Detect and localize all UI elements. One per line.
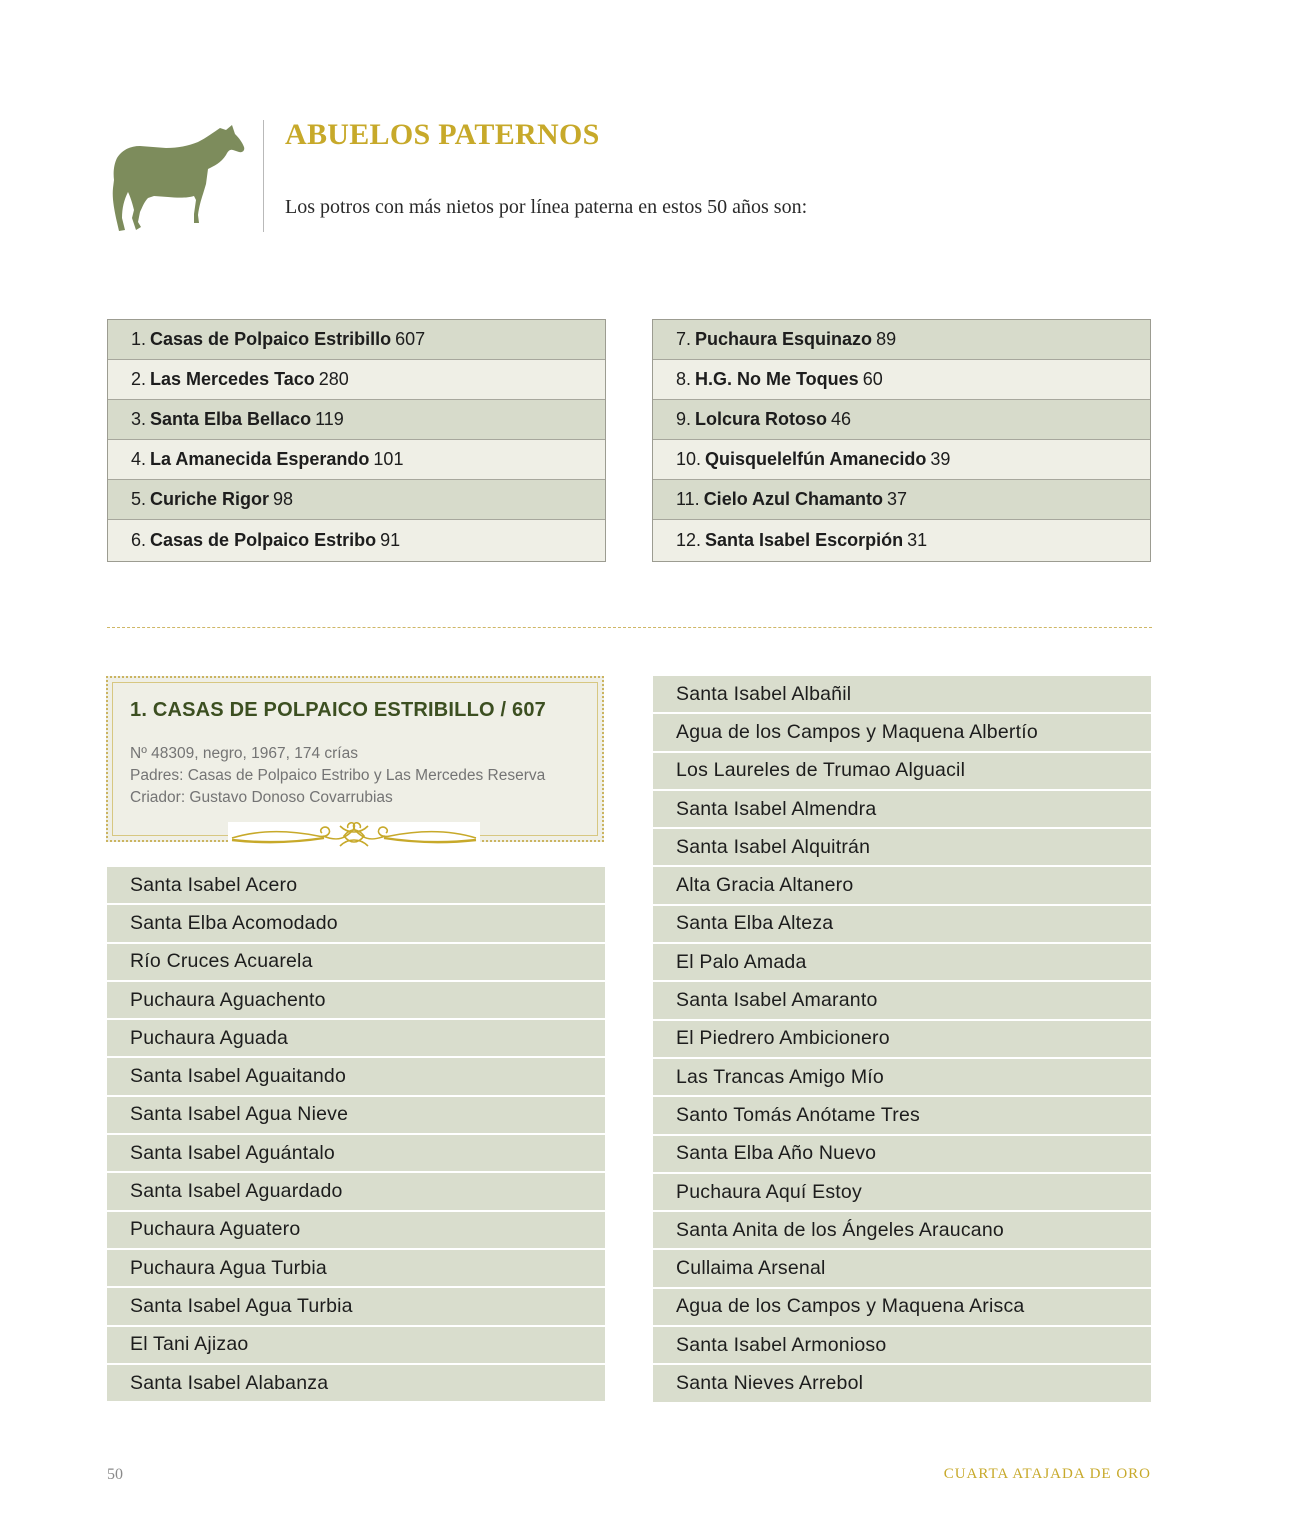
ranking-row: 11. Cielo Azul Chamanto 37: [653, 480, 1150, 520]
list-item: Santa Isabel Amaranto: [653, 982, 1151, 1020]
grandchildren-list-left: [107, 867, 605, 1403]
publication-title: CUARTA ATAJADA DE ORO: [943, 1466, 1151, 1482]
ranking-row: 4. La Amanecida Esperando 101: [108, 440, 605, 480]
list-item: Río Cruces Acuarela: [107, 944, 605, 982]
list-item: Puchaura Aguada: [107, 1020, 605, 1058]
list-item: Santa Isabel Alabanza: [107, 1365, 605, 1403]
card-breeder-line: Criador: Gustavo Donoso Covarrubias: [130, 789, 393, 806]
card-parents-line: Padres: Casas de Polpaico Estribo y Las Mercedes Reserva: [130, 767, 546, 784]
list-item: Agua de los Campos y Maquena Albertío: [653, 714, 1151, 752]
page-title: ABUELOS PATERNOS: [285, 118, 600, 151]
list-item: Puchaura Aquí Estoy: [653, 1174, 1151, 1212]
ranking-row: 10. Quisquelelfún Amanecido 39: [653, 440, 1150, 480]
ranking-row: 5. Curiche Rigor 98: [108, 480, 605, 520]
list-item: Puchaura Aguachento: [107, 982, 605, 1020]
ranking-row: 6. Casas de Polpaico Estribo 91: [108, 520, 605, 561]
list-item: Puchaura Aguatero: [107, 1212, 605, 1250]
list-item: Santa Isabel Acero: [107, 867, 605, 905]
list-item: Santa Isabel Agua Turbia: [107, 1288, 605, 1326]
ranking-row: 1. Casas de Polpaico Estribillo 607: [108, 320, 605, 360]
list-item: Las Trancas Amigo Mío: [653, 1059, 1151, 1097]
list-item: El Tani Ajizao: [107, 1327, 605, 1365]
ranking-table-right: [652, 319, 1151, 562]
list-item: Santa Isabel Agua Nieve: [107, 1097, 605, 1135]
list-item: Puchaura Agua Turbia: [107, 1250, 605, 1288]
list-item: Santa Anita de los Ángeles Araucano: [653, 1212, 1151, 1250]
grandchildren-list-right: [653, 676, 1151, 1404]
page-number: 50: [107, 1466, 123, 1483]
list-item: El Palo Amada: [653, 944, 1151, 982]
card-registry-line: Nº 48309, negro, 1967, 174 crías: [130, 745, 358, 762]
list-item: El Piedrero Ambicionero: [653, 1021, 1151, 1059]
ornament-flourish: [228, 818, 480, 854]
list-item: Agua de los Campos y Maquena Arisca: [653, 1289, 1151, 1327]
list-item: Cullaima Arsenal: [653, 1250, 1151, 1288]
ranking-row: 9. Lolcura Rotoso 46: [653, 400, 1150, 440]
list-item: Santa Isabel Aguántalo: [107, 1135, 605, 1173]
page-subtitle: Los potros con más nietos por línea paterna en estos 50 años son:: [285, 196, 808, 218]
list-item: Santa Nieves Arrebol: [653, 1365, 1151, 1403]
list-item: Santa Isabel Almendra: [653, 791, 1151, 829]
ranking-row: 12. Santa Isabel Escorpión 31: [653, 520, 1150, 561]
ranking-row: 7. Puchaura Esquinazo 89: [653, 320, 1150, 360]
ranking-row: 2. Las Mercedes Taco 280: [108, 360, 605, 400]
list-item: Santa Elba Año Nuevo: [653, 1136, 1151, 1174]
list-item: Alta Gracia Altanero: [653, 867, 1151, 905]
list-item: Santa Elba Alteza: [653, 906, 1151, 944]
card-title: 1. CASAS DE POLPAICO ESTRIBILLO / 607: [130, 699, 546, 721]
list-item: Santa Isabel Aguardado: [107, 1173, 605, 1211]
list-item: Santa Isabel Aguaitando: [107, 1058, 605, 1096]
list-item: Santa Isabel Alquitrán: [653, 829, 1151, 867]
list-item: Santo Tomás Anótame Tres: [653, 1097, 1151, 1135]
list-item: Santa Isabel Albañil: [653, 676, 1151, 714]
header-divider: [263, 120, 264, 232]
list-item: Los Laureles de Trumao Alguacil: [653, 753, 1151, 791]
ranking-row: 3. Santa Elba Bellaco 119: [108, 400, 605, 440]
ranking-table-left: [107, 319, 606, 562]
horse-icon: [108, 122, 246, 234]
list-item: Santa Elba Acomodado: [107, 905, 605, 943]
list-item: Santa Isabel Armonioso: [653, 1327, 1151, 1365]
ranking-row: 8. H.G. No Me Toques 60: [653, 360, 1150, 400]
section-divider: [107, 627, 1152, 628]
